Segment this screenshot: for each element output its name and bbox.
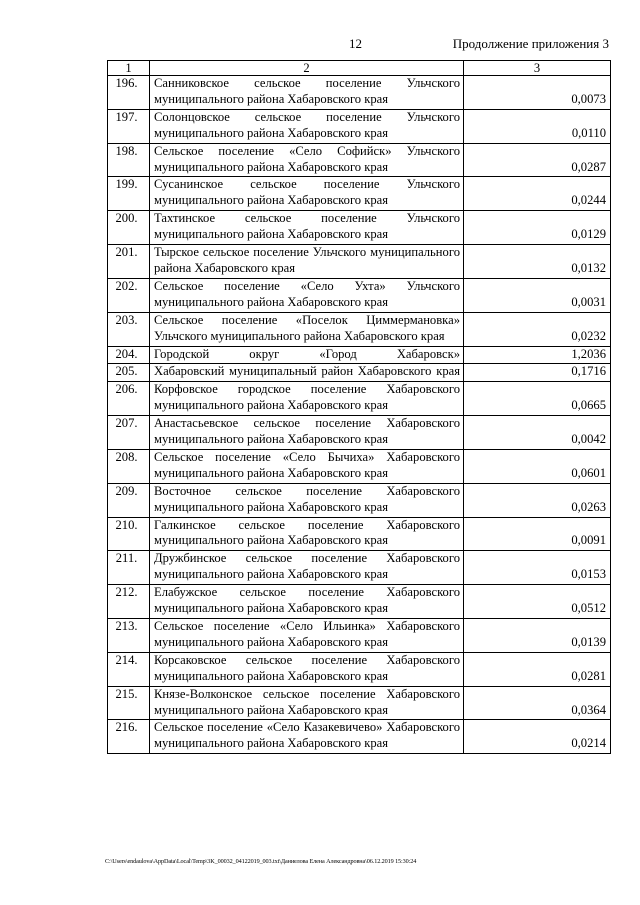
row-number: 212. xyxy=(108,585,150,619)
table-header-row xyxy=(108,61,611,76)
row-name: Тахтинское сельское поселение Ульчского муниципального района Хабаровского края xyxy=(150,211,464,245)
row-name: Елабужское сельское поселение Хабаровского муниципального района Хабаровского края xyxy=(150,585,464,619)
row-value: 0,0512 xyxy=(464,585,611,619)
table-row xyxy=(108,652,611,686)
row-number: 200. xyxy=(108,211,150,245)
table-body xyxy=(108,76,611,754)
row-number: 204. xyxy=(108,346,150,364)
column-header-3: 3 xyxy=(464,61,611,76)
table-row xyxy=(108,143,611,177)
row-value: 0,0601 xyxy=(464,449,611,483)
row-name: Сельское поселение «Село Бычиха» Хабаровского муниципального района Хабаровского края xyxy=(150,449,464,483)
table-row xyxy=(108,109,611,143)
row-value: 0,0232 xyxy=(464,312,611,346)
table-row xyxy=(108,449,611,483)
table-row xyxy=(108,619,611,653)
row-number: 216. xyxy=(108,720,150,754)
table-row xyxy=(108,416,611,450)
table-row xyxy=(108,686,611,720)
continuation-note: Продолжение приложения 3 xyxy=(452,36,609,51)
row-value: 0,0110 xyxy=(464,109,611,143)
row-name: Анастасьевское сельское поселение Хабаровского муниципального района Хабаровского края xyxy=(150,416,464,450)
row-name: Сельское поселение «Село Казакевичево» Хабаровского муниципального района Хабаровского края xyxy=(150,720,464,754)
row-name: Сельское поселение «Поселок Циммермановка» Ульчского муниципального района Хабаровского края xyxy=(150,312,464,346)
row-number: 206. xyxy=(108,382,150,416)
footer-file-path: C:\Users\endaulova\AppData\Local\Temp\3K_00032_04122019_003.txt\Даниелова Елена Александровна\06.12.2019 15:30:24 xyxy=(105,858,417,865)
row-number: 213. xyxy=(108,619,150,653)
row-number: 202. xyxy=(108,278,150,312)
row-name: Галкинское сельское поселение Хабаровского муниципального района Хабаровского края xyxy=(150,517,464,551)
row-number: 211. xyxy=(108,551,150,585)
row-number: 201. xyxy=(108,245,150,279)
row-value: 0,0129 xyxy=(464,211,611,245)
table-row xyxy=(108,177,611,211)
row-number: 205. xyxy=(108,364,150,382)
row-name: Корфовское городское поселение Хабаровского муниципального района Хабаровского края xyxy=(150,382,464,416)
table-row xyxy=(108,483,611,517)
row-value: 0,0153 xyxy=(464,551,611,585)
table-row xyxy=(108,312,611,346)
row-value: 0,0364 xyxy=(464,686,611,720)
row-number: 210. xyxy=(108,517,150,551)
row-number: 197. xyxy=(108,109,150,143)
table-row xyxy=(108,382,611,416)
row-name: Корсаковское сельское поселение Хабаровского муниципального района Хабаровского края xyxy=(150,652,464,686)
row-number: 214. xyxy=(108,652,150,686)
row-name: Сельское поселение «Село Ильинка» Хабаровского муниципального района Хабаровского края xyxy=(150,619,464,653)
row-name: Тырское сельское поселение Ульчского муниципального района Хабаровского края xyxy=(150,245,464,279)
table-row xyxy=(108,585,611,619)
column-header-1: 1 xyxy=(108,61,150,76)
row-number: 215. xyxy=(108,686,150,720)
row-number: 203. xyxy=(108,312,150,346)
column-header-2: 2 xyxy=(150,61,464,76)
row-name: Санниковское сельское поселение Ульчского муниципального района Хабаровского края xyxy=(150,76,464,110)
row-number: 209. xyxy=(108,483,150,517)
row-number: 196. xyxy=(108,76,150,110)
row-value: 0,0263 xyxy=(464,483,611,517)
table-row xyxy=(108,211,611,245)
row-value: 0,0031 xyxy=(464,278,611,312)
row-number: 208. xyxy=(108,449,150,483)
row-name: Сусанинское сельское поселение Ульчского муниципального района Хабаровского края xyxy=(150,177,464,211)
table-row xyxy=(108,346,611,364)
table-row xyxy=(108,551,611,585)
row-name: Сельское поселение «Село Ухта» Ульчского муниципального района Хабаровского края xyxy=(150,278,464,312)
row-value: 0,0214 xyxy=(464,720,611,754)
row-value: 0,0287 xyxy=(464,143,611,177)
page-number: 12 xyxy=(349,36,362,51)
row-value: 0,1716 xyxy=(464,364,611,382)
row-value: 0,0073 xyxy=(464,76,611,110)
row-number: 207. xyxy=(108,416,150,450)
table-row xyxy=(108,278,611,312)
row-value: 1,2036 xyxy=(464,346,611,364)
row-value: 0,0139 xyxy=(464,619,611,653)
appendix-table xyxy=(107,60,611,754)
row-value: 0,0091 xyxy=(464,517,611,551)
table-row xyxy=(108,245,611,279)
row-value: 0,0244 xyxy=(464,177,611,211)
row-name: Хабаровский муниципальный район Хабаровского края xyxy=(150,364,464,382)
row-value: 0,0132 xyxy=(464,245,611,279)
row-name: Городской округ «Город Хабаровск» xyxy=(150,346,464,364)
row-name: Солонцовское сельское поселение Ульчского муниципального района Хабаровского края xyxy=(150,109,464,143)
row-name: Сельское поселение «Село Софийск» Ульчского муниципального района Хабаровского края xyxy=(150,143,464,177)
row-name: Князе-Волконское сельское поселение Хабаровского муниципального района Хабаровского края xyxy=(150,686,464,720)
row-number: 198. xyxy=(108,143,150,177)
table-row xyxy=(108,720,611,754)
table-row xyxy=(108,517,611,551)
row-value: 0,0665 xyxy=(464,382,611,416)
row-value: 0,0042 xyxy=(464,416,611,450)
row-number: 199. xyxy=(108,177,150,211)
row-value: 0,0281 xyxy=(464,652,611,686)
row-name: Дружбинское сельское поселение Хабаровского муниципального района Хабаровского края xyxy=(150,551,464,585)
table-row xyxy=(108,364,611,382)
row-name: Восточное сельское поселение Хабаровского муниципального района Хабаровского края xyxy=(150,483,464,517)
table-row xyxy=(108,76,611,110)
